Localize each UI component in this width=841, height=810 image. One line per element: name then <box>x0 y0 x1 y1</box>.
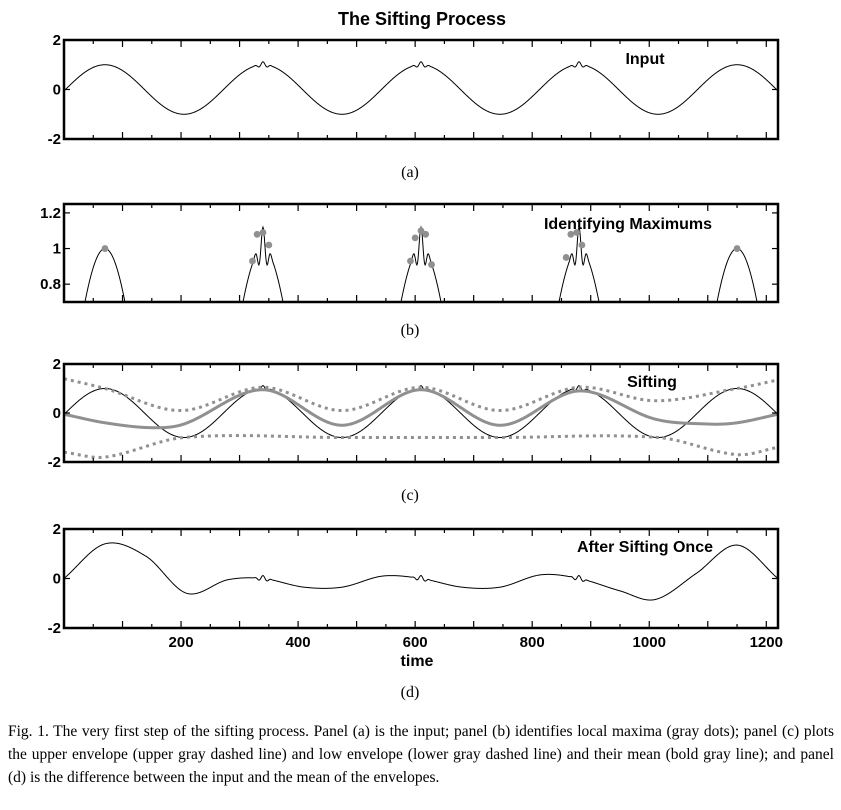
panel-label: (a) <box>401 164 419 181</box>
x-tick-label: 200 <box>168 634 194 651</box>
maximum-dot <box>563 254 570 261</box>
y-tick-label: 0 <box>52 405 61 422</box>
x-tick-label: 1200 <box>749 634 783 651</box>
maximum-dot <box>102 245 109 252</box>
panel-label: (d) <box>400 684 420 701</box>
panel-title: Identifying Maximums <box>543 216 713 233</box>
panel-d <box>48 521 783 701</box>
x-tick-label: 1000 <box>632 634 666 651</box>
maximum-dot <box>254 231 261 238</box>
lower-envelope-line <box>64 436 778 458</box>
maximum-dot <box>579 242 586 249</box>
x-tick-label: 600 <box>402 634 428 651</box>
panel-label: (c) <box>401 487 419 504</box>
y-tick-label: -2 <box>47 620 61 637</box>
y-tick-label: 0.8 <box>40 276 61 294</box>
axes-frame <box>64 40 778 139</box>
signal-line <box>64 386 778 438</box>
x-tick-label: 800 <box>519 634 545 651</box>
panel-title: Input <box>625 51 665 68</box>
figure-caption: Fig. 1. The very first step of the sifting process. Panel (a) is the input; panel (b) identifies local maxima (gray dots); panel (c) plots the upper envelope (upper gray dashed line) and low envelope (lower gray dashed line) and their mean (bold gray line); and panel (d) is the difference between the input and the mean of the envelopes. <box>8 723 834 786</box>
maximum-dot <box>249 258 256 265</box>
x-tick-label: 400 <box>285 634 311 651</box>
x-axis-label: time <box>400 653 434 670</box>
y-tick-label: 2 <box>52 356 61 373</box>
figure-title: The Sifting Process <box>337 9 507 29</box>
maximum-dot <box>734 245 741 252</box>
maximum-dot <box>407 258 414 265</box>
panel-title: After Sifting Once <box>576 539 714 556</box>
panel-a <box>48 32 778 181</box>
maximum-dot <box>265 242 272 249</box>
panel-label: (b) <box>400 322 420 339</box>
y-tick-label: -2 <box>47 131 61 148</box>
y-tick-label: 1.2 <box>40 204 61 222</box>
y-tick-label: -2 <box>47 454 61 471</box>
plot-area <box>64 62 778 114</box>
envelope-mean-line <box>64 390 778 428</box>
maximum-dot <box>428 261 435 268</box>
panel-c <box>48 356 778 504</box>
maximum-dot <box>260 229 267 236</box>
maximum-dot <box>412 234 419 241</box>
maximum-dot <box>422 231 429 238</box>
y-tick-label: 0 <box>52 81 61 99</box>
signal-line <box>64 62 778 114</box>
panel-title: Sifting <box>627 374 677 391</box>
y-tick-label: 2 <box>52 32 61 49</box>
y-tick-label: 0 <box>52 570 61 588</box>
y-tick-label: 2 <box>52 521 61 538</box>
y-tick-label: 1 <box>52 240 61 258</box>
